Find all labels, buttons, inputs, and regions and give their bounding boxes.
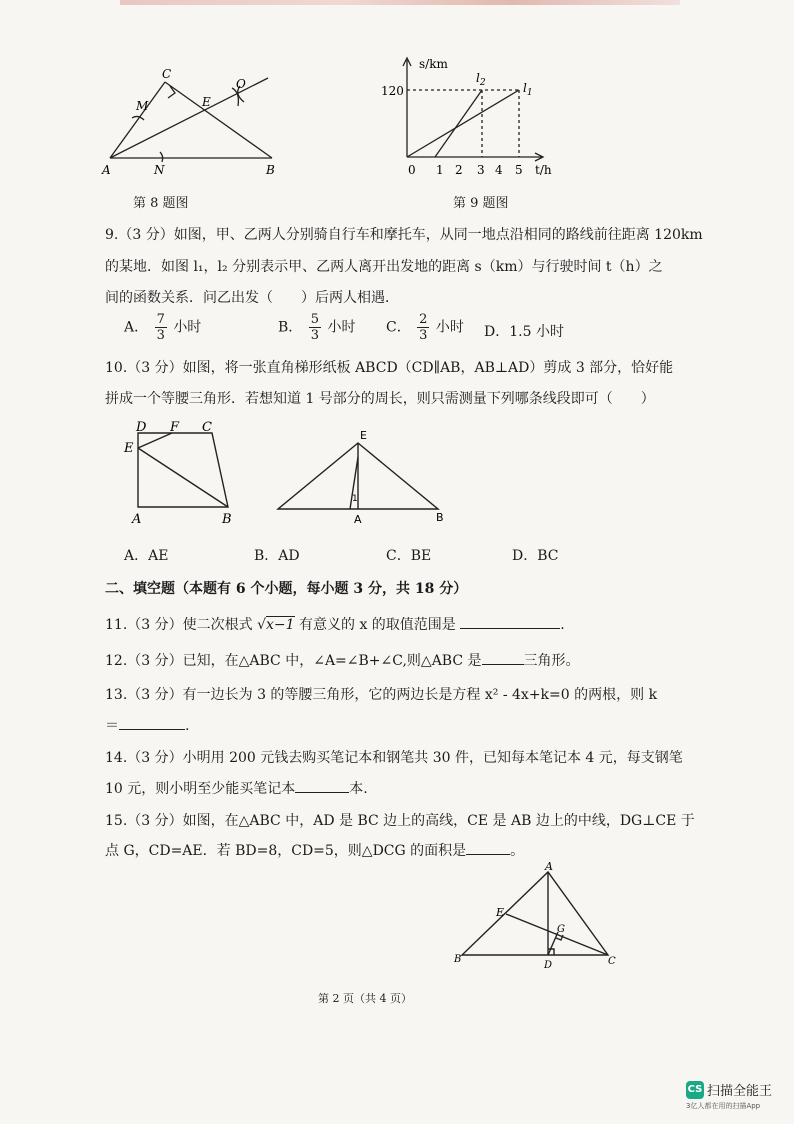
fig9-x-tick-3: 3: [477, 163, 485, 177]
figure-10-triangle: [270, 425, 460, 530]
fig15-label-b: B: [454, 954, 462, 965]
fig9-y-label: s/km: [419, 57, 448, 71]
q10-option-b[interactable]: B．AD: [254, 548, 300, 564]
fig15-label-d: D: [544, 960, 553, 971]
q12-post: 三角形。: [523, 653, 580, 669]
q14-answer-blank[interactable]: [295, 780, 349, 793]
q10-line-1: 10.（3 分）如图，将一张直角梯形纸板 ABCD（CD∥AB，AB⊥AD）剪成 3 部分，恰好能: [105, 360, 674, 376]
fig8-line-ac: [110, 82, 165, 158]
q9-option-c-label: C．: [386, 319, 411, 336]
fig9-caption: 第 9 题图: [453, 196, 509, 211]
q9-option-c-unit: 小时: [435, 319, 464, 336]
camscanner-icon: CS: [686, 1081, 704, 1099]
q9-option-c[interactable]: [386, 312, 464, 343]
figure-8: [100, 60, 300, 180]
fig9-line-l1: [407, 90, 519, 157]
fig9-y-tick-120: 120: [381, 84, 404, 98]
fig10-tri-label-one: 1: [352, 494, 358, 504]
q11-answer-blank[interactable]: [460, 616, 560, 629]
fig8-label-a: A: [102, 163, 111, 177]
figure-15: [450, 860, 630, 980]
q9-line-3: 间的函数关系．问乙出发（ ）后两人相遇．: [105, 290, 399, 306]
q10-option-c[interactable]: C．BE: [386, 548, 432, 564]
q9-option-b[interactable]: [278, 312, 355, 343]
q9-option-b-unit: 小时: [327, 319, 356, 336]
fig10-label-d: D: [136, 420, 147, 435]
q14-line-1: 14.（3 分）小明用 200 元钱去购买笔记本和钢笔共 30 件，已知每本笔记本 4 元，每支钢笔: [105, 750, 683, 766]
figure-10-trapezoid: [120, 415, 250, 530]
q13-line-2: ＝ .: [105, 718, 190, 734]
q10-option-d[interactable]: D．BC: [512, 548, 559, 564]
fig8-label-m: M: [136, 99, 149, 113]
fig8-line-cb: [165, 82, 272, 158]
fig10-line-ef: [138, 433, 172, 448]
q9-option-a-label: A．: [124, 319, 149, 336]
fig10-label-b: B: [222, 512, 232, 527]
q10-option-a[interactable]: A．AE: [124, 548, 169, 564]
fig15-label-a: A: [545, 860, 553, 873]
page-footer: 第 2 页（共 4 页）: [318, 992, 412, 1005]
q11-post: 有意义的 x 的取值范围是: [299, 617, 456, 633]
fig8-label-n: N: [154, 163, 165, 177]
q12-answer-blank[interactable]: [482, 652, 524, 665]
q12-pre: 12.（3 分）已知，在△ABC 中，∠A=∠B+∠C,则△ABC 是: [105, 653, 482, 669]
fig9-line-l2: [435, 90, 482, 157]
scanner-app-watermark: [686, 1080, 772, 1111]
section-2-heading: 二、填空题（本题有 6 个小题，每小题 3 分，共 18 分）: [105, 581, 468, 597]
q11-pre: 11.（3 分）使二次根式: [105, 617, 253, 633]
fig10-trapezoid-outline: [138, 433, 228, 507]
fig8-caption: 第 8 题图: [133, 196, 189, 211]
fig9-x-tick-5: 5: [515, 163, 523, 177]
app-name: 扫描全能王: [707, 1084, 773, 1099]
fig10-label-f: F: [170, 420, 180, 435]
fig10-label-a: A: [132, 512, 142, 527]
fig15-label-g: G: [557, 924, 565, 935]
q15-line-1: 15.（3 分）如图，在△ABC 中，AD 是 BC 边上的高线，CE 是 AB 边上的中线，DG⊥CE 于: [105, 813, 695, 829]
fig15-line-dg: [548, 932, 558, 955]
fig8-label-c: C: [162, 67, 172, 81]
q9-option-a-fraction: $\frac{7}{3}$: [156, 312, 165, 343]
fig9-x-tick-4: 4: [495, 163, 503, 177]
q9-option-a[interactable]: [124, 312, 201, 343]
q15-answer-blank[interactable]: [466, 842, 510, 855]
fig10-tri-label-e: E: [360, 429, 367, 442]
q9-option-b-fraction: $\frac{5}{3}$: [310, 312, 320, 343]
fig10-line-eb: [138, 448, 228, 507]
fig8-label-b: B: [266, 163, 275, 177]
fig9-x-tick-1: 1: [436, 163, 444, 177]
fig15-label-e: E: [496, 906, 505, 919]
fig10-tri-label-a: A: [354, 513, 362, 526]
q9-line-1: 9.（3 分）如图，甲、乙两人分别骑自行车和摩托车，从同一地点沿相同的路线前往距离 120km: [105, 227, 703, 243]
fig10-label-c: C: [202, 420, 212, 435]
q9-option-a-unit: 小时: [173, 319, 202, 336]
q9-option-d[interactable]: [484, 321, 564, 341]
q11-radical: √x−1: [257, 617, 295, 633]
fig15-triangle-abc: [462, 872, 608, 955]
fig9-x-label: t/h: [535, 163, 552, 177]
fig8-arc-2: [160, 152, 163, 162]
q13-answer-blank[interactable]: [119, 717, 185, 730]
fig10-tri-label-b: B: [436, 511, 444, 524]
top-color-strip: [120, 0, 680, 5]
fig15-label-c: C: [608, 956, 616, 967]
q15-line-2: 点 G，CD=AE．若 BD=8，CD=5，则△DCG 的面积是 。: [105, 843, 525, 859]
fig8-label-o: O: [236, 77, 246, 91]
fig9-label-l2: $l_2$: [476, 71, 486, 88]
q9-line-2: 的某地．如图 l₁，l₂ 分别表示甲、乙两人离开出发地的距离 s（km）与行驶时间 t（h）之: [105, 259, 663, 275]
q11: 11.（3 分）使二次根式 √x−1 有意义的 x 的取值范围是 .: [105, 617, 565, 633]
figure-9: [381, 52, 560, 182]
q9-option-d-text: 1.5 小时: [509, 324, 564, 340]
fig9-x-tick-0: 0: [408, 163, 416, 177]
q9-option-b-label: B．: [278, 319, 303, 336]
fig9-label-l1: $l_1$: [523, 81, 533, 98]
q10-line-2: 拼成一个等腰三角形．若想知道 1 号部分的周长，则只需测量下列哪条线段即可（ ）: [105, 391, 655, 407]
q12: [105, 650, 580, 670]
app-tagline: 3亿人都在用的扫描App: [686, 1102, 761, 1110]
q14-line-2: 10 元，则小明至少能买笔记本 本.: [105, 781, 368, 797]
fig10-label-e: E: [124, 441, 134, 456]
q9-option-d-label: D．: [484, 324, 510, 340]
q13-line-1: 13.（3 分）有一边长为 3 的等腰三角形，它的两边长是方程 x² - 4x+k=0 的两根，则 k: [105, 687, 658, 703]
fig8-label-e: E: [202, 95, 211, 109]
fig9-x-tick-2: 2: [455, 163, 463, 177]
q9-option-c-fraction: $\frac{2}{3}$: [419, 312, 428, 343]
